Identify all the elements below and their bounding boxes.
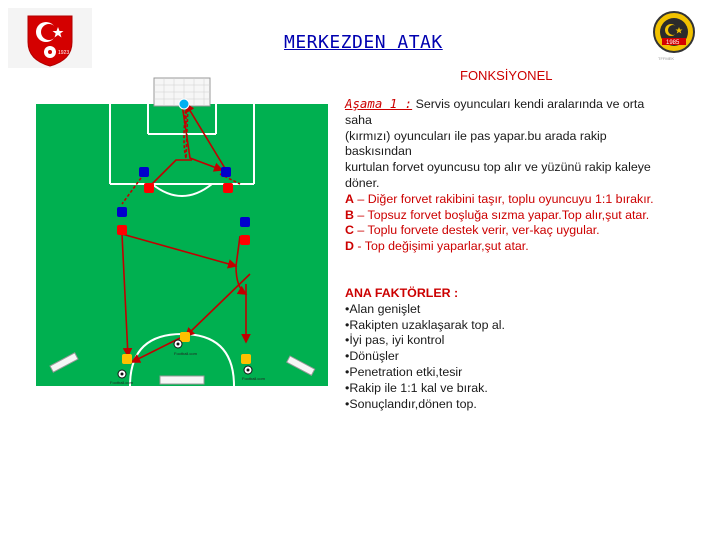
player-ball-carrier: [179, 99, 189, 109]
item-d-letter: D: [345, 239, 354, 254]
player-blue-4: [240, 217, 250, 227]
player-red-3: [117, 225, 127, 235]
description-text-0: Servis oyuncuları kendi aralarında ve orta: [415, 97, 645, 111]
svg-text:1985: 1985: [666, 40, 680, 46]
ball-icon-1: [174, 340, 182, 348]
small-goal-bottom: [160, 376, 204, 384]
item-d-text: Top değişimi yaparlar,şut atar.: [364, 239, 529, 254]
ball-label-1: Football.com: [174, 351, 197, 356]
item-b-sep: –: [353, 207, 368, 222]
factor-item: •Rakip ile 1:1 kal ve bırak.: [345, 380, 488, 395]
svg-text:1923: 1923: [58, 50, 70, 56]
description-line-6: döner.: [345, 175, 380, 190]
exercise-description: [345, 96, 705, 255]
ball-label-2: Football.com: [110, 380, 133, 385]
item-c: [345, 223, 705, 239]
item-a: [345, 192, 705, 208]
item-d-sep: -: [353, 239, 365, 254]
player-blue-2: [221, 167, 231, 177]
ball-label-3: Football.com: [242, 376, 265, 381]
item-b: [345, 208, 705, 224]
item-a-sep: –: [353, 191, 368, 206]
player-blue-3: [117, 207, 127, 217]
item-d: [345, 239, 705, 255]
federation-logo: [8, 8, 92, 68]
description-line-2: saha: [345, 112, 372, 127]
item-c-text: Toplu forvete destek verir, ver-kaç uygular.: [367, 223, 600, 238]
factor-item: •Penetration etki,tesir: [345, 364, 463, 379]
item-b-letter: B: [345, 207, 354, 222]
factor-item: •Alan genişlet: [345, 301, 421, 316]
page-subtitle: FONKSİYONEL: [460, 68, 553, 83]
description-line-3: (kırmızı) oyuncuları ile pas yapar.bu arada rakip: [345, 128, 607, 143]
factor-item: •İyi pas, iyi kontrol: [345, 333, 445, 348]
key-factors: [345, 286, 705, 412]
ball-icon-2: [118, 370, 126, 378]
factor-item: •Dönüşler: [345, 349, 399, 364]
player-red-4: [240, 235, 250, 245]
item-c-letter: C: [345, 223, 354, 238]
description-line-5: kurtulan forvet oyuncusu top alır ve yüzünü rakip kaleye: [345, 160, 651, 175]
ball-icon-3: [244, 366, 252, 374]
player-red-2: [223, 183, 233, 193]
player-red-1: [144, 183, 154, 193]
player-yellow-3: [180, 332, 190, 342]
football-field-diagram: [36, 74, 328, 386]
player-blue-1: [139, 167, 149, 177]
club-logo: [650, 8, 698, 60]
description-line-4: baskısından: [345, 144, 412, 159]
item-a-text: Diğer forvet rakibini taşır, toplu oyuncuyu 1:1 bırakır.: [367, 191, 654, 206]
factors-title: ANA FAKTÖRLER :: [345, 286, 459, 300]
item-b-text: Topsuz forvet boşluğa sızma yapar.Top alır,şut atar.: [367, 207, 650, 222]
player-yellow-1: [122, 354, 132, 364]
factor-item: •Rakipten uzaklaşarak top al.: [345, 317, 505, 332]
player-yellow-2: [241, 354, 251, 364]
page-title: MERKEZDEN ATAK: [284, 32, 443, 53]
stage-label: Aşama 1 :: [345, 96, 413, 111]
club-logo-caption: TFFMEK: [658, 56, 674, 61]
item-a-letter: A: [345, 191, 354, 206]
factor-item: •Sonuçlandır,dönen top.: [345, 396, 477, 411]
item-c-sep: –: [353, 223, 368, 238]
description-line-1: [345, 96, 705, 113]
